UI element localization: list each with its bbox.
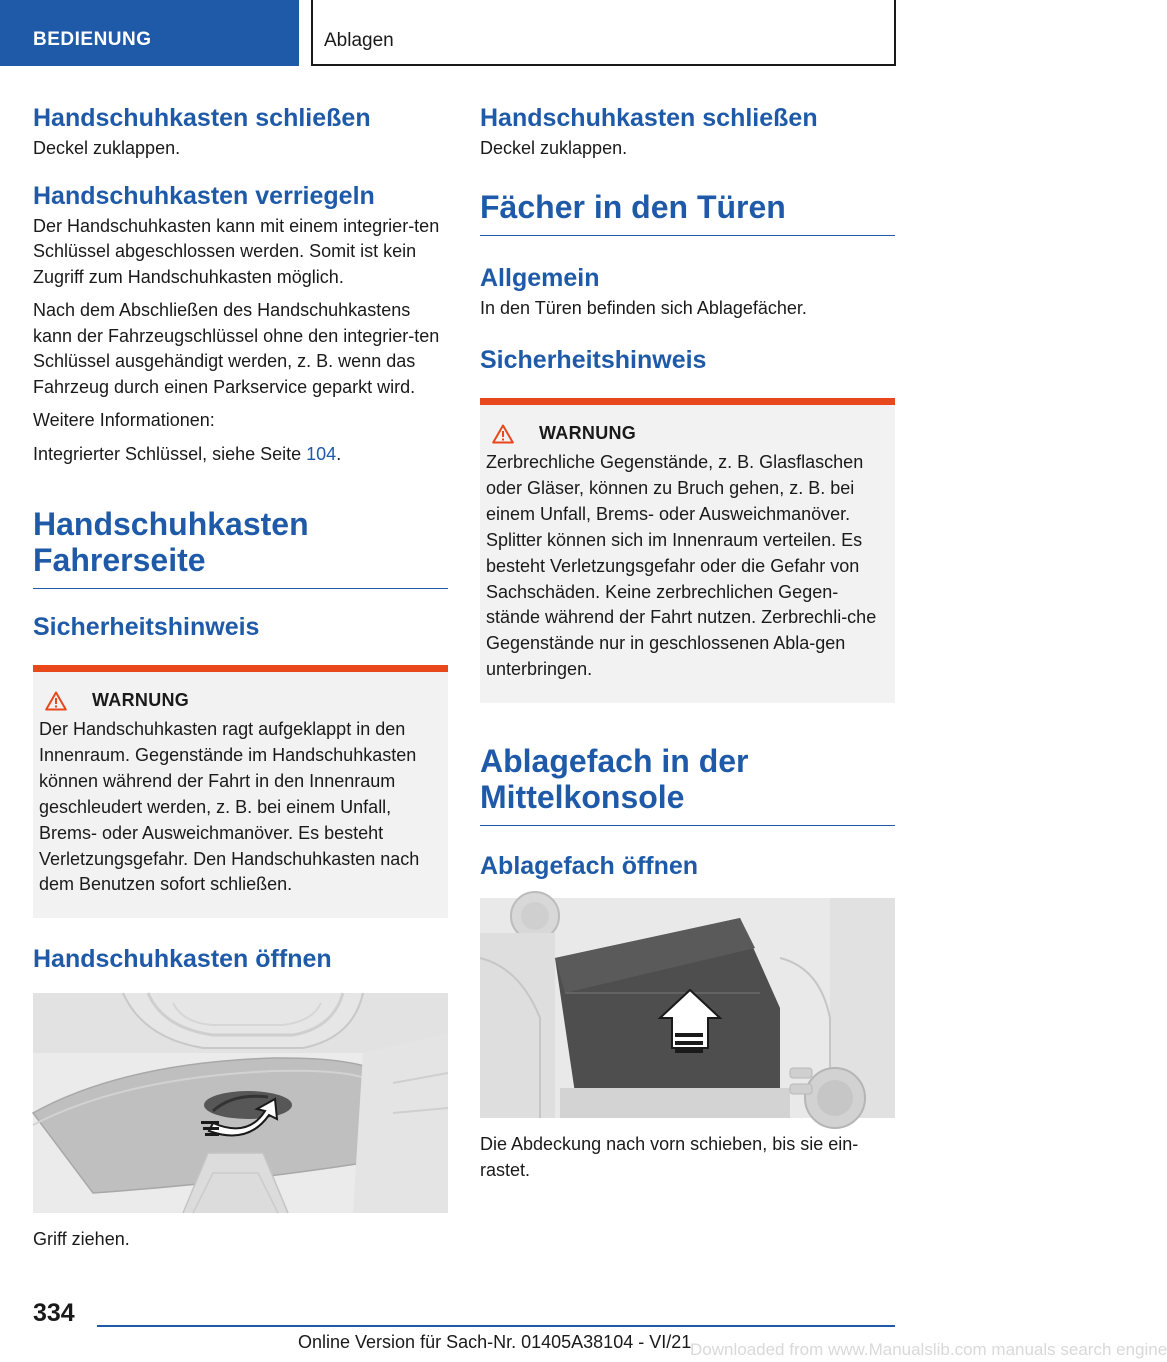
heading-right-close: Handschuhkasten schließen	[480, 104, 818, 132]
warning-label: WARNUNG	[92, 690, 190, 710]
header-frame	[311, 0, 896, 66]
heading-safety-right: Sicherheitshinweis	[480, 346, 707, 374]
text-reference	[33, 442, 448, 468]
text-glovebox-lock-1: Der Handschuhkasten kann mit einem integrier-ten Schlüssel abgeschlossen werden. Somit ist kein Zugriff zum Handschuhkasten möglich.	[33, 215, 440, 287]
heading-glovebox-close: Handschuhkasten schließen	[33, 104, 371, 132]
footer-rule	[97, 1325, 895, 1327]
watermark: Downloaded from www.Manualslib.com manuals search engine	[690, 1340, 1167, 1359]
text-general: In den Türen befinden sich Ablagefächer.	[480, 297, 807, 318]
heading-console-line1: Ablagefach in der	[480, 743, 749, 780]
heading-center-console	[480, 743, 895, 826]
warning-text: Zerbrechliche Gegenstände, z. B. Glasflaschen oder Gläser, können zu Bruch gehen, z. B. bei einem Unfall, Brems- oder Ausweichmanöver. Splitter können sich im Innenraum verteilen. Es besteht Verletzungsgefahr oder die Gefahr von Sachschäden. Keine zerbrechlichen Gegen-stände während der Fahrt nutzen. Zerbrechli-che Gegenstände nur in geschlossenen Abla-gen unterbringen.	[486, 452, 877, 680]
warning-header	[492, 423, 885, 444]
heading-driver-glovebox	[33, 506, 448, 589]
page-link[interactable]: 104	[306, 443, 337, 464]
right-column	[480, 100, 895, 1183]
text-right-close: Deckel zuklappen.	[480, 138, 628, 158]
heading-safety-left: Sicherheitshinweis	[33, 613, 260, 641]
heading-driver-line2: Fahrerseite	[33, 542, 206, 578]
warning-triangle-icon	[45, 691, 67, 711]
warning-header	[45, 690, 438, 711]
left-column	[33, 100, 448, 1253]
heading-driver-line1: Handschuhkasten	[33, 506, 309, 542]
warning-label: WARNUNG	[539, 423, 637, 443]
heading-glovebox-lock: Handschuhkasten verriegeln	[33, 181, 375, 210]
reference-label: Integrierter Schlüssel, siehe Seite	[33, 443, 307, 464]
page-number: 334	[33, 1299, 75, 1327]
heading-door-compartments: Fächer in den Türen	[480, 189, 895, 236]
warning-text: Der Handschuhkasten ragt aufgeklappt in den Innenraum. Gegenstände im Handschuhkasten können während der Fahrt in den Innenraum geschleudert werden, z. B. bei einem Unfall, Brems- oder Ausweichmanöver. Es besteht Verletzungsgefahr. Den Handschuhkasten nach dem Benutzen sofort schließen.	[39, 719, 420, 895]
reference-end: .	[336, 443, 342, 464]
warning-box-right	[480, 398, 895, 703]
heading-glovebox-open: Handschuhkasten öffnen	[33, 945, 332, 974]
warning-box-left	[33, 665, 448, 918]
center-console-illustration	[480, 898, 895, 1118]
section-tab	[0, 0, 299, 66]
heading-console-open: Ablagefach öffnen	[480, 852, 699, 881]
caption-glovebox: Griff ziehen.	[33, 1229, 130, 1250]
text-glovebox-close: Deckel zuklappen.	[33, 138, 181, 158]
glovebox-handle-illustration	[33, 993, 448, 1213]
online-version-note: Online Version für Sach-Nr. 01405A38104 - VI/21	[298, 1332, 692, 1352]
text-glovebox-lock-2: Nach dem Abschließen des Handschuhkastens kann der Fahrzeugschlüssel ohne den integrier-ten Schlüssel ausgehändigt werden, z. B. wenn das Fahrzeug durch einen Parkservice geparkt wird.	[33, 300, 440, 397]
heading-general: Allgemein	[480, 263, 600, 292]
text-more-info: Weitere Informationen:	[33, 410, 215, 430]
warning-triangle-icon	[492, 424, 514, 444]
caption-console: Die Abdeckung nach vorn schieben, bis sie ein-rastet.	[480, 1134, 859, 1180]
chapter-title: Ablagen	[324, 30, 394, 51]
section-label: BEDIENUNG	[33, 29, 152, 50]
heading-console-line2: Mittelkonsole	[480, 779, 685, 816]
